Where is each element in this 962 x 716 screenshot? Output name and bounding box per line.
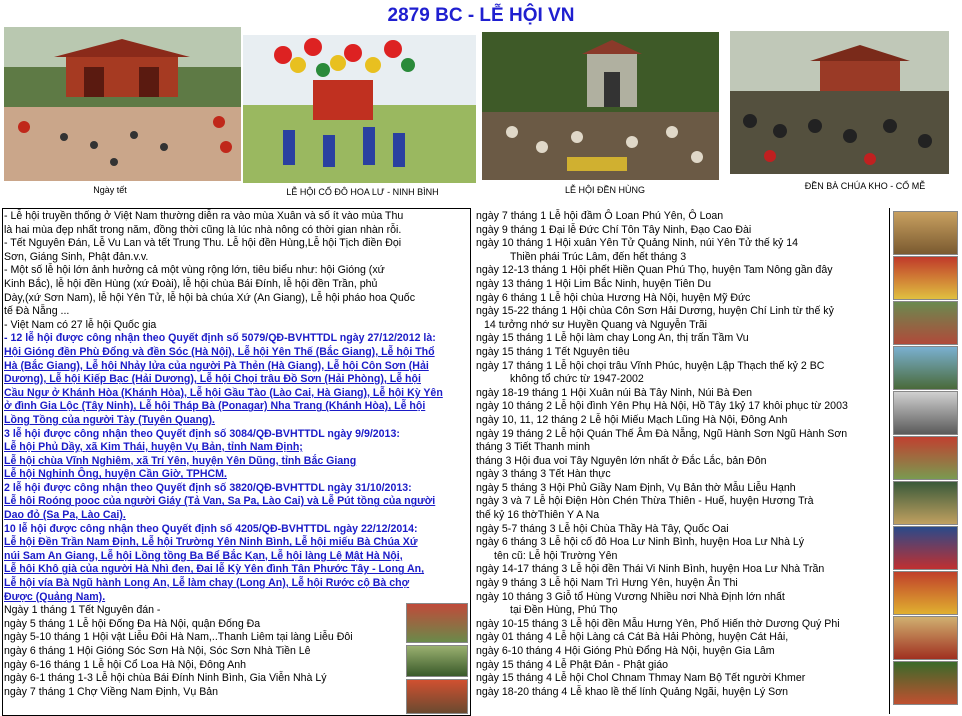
left-text-line: ngày 6-1 tháng 1-3 Lễ hội chùa Bái Đính Ninh Bình, Gia Viễn Nhà Lý (4, 672, 327, 685)
festival-entry: ngày 3 và 7 Lễ hội Điện Hòn Chén Thừa Thiên - Huế, huyện Hương Trà (476, 495, 814, 508)
photo-caption: Ngày tết (93, 185, 127, 195)
festival-entry: ngày 5-7 tháng 3 Lễ hội Chùa Thầy Hà Tây, Quốc Oai (476, 522, 729, 535)
festival-entry: ngày 12-13 tháng 1 Hội phết Hiền Quan Phú Thọ, huyện Tam Nông gần đây (476, 264, 833, 277)
festival-entry: ngày 15-22 tháng 1 Hội chùa Côn Sơn Hải Dương, huyện Chí Linh từ thế kỷ (476, 305, 834, 318)
festival-entry: ngày 5 tháng 3 Hội Phủ Giầy Nam Định, Vụ Bản thờ Mẫu Liễu Hạnh (476, 481, 796, 494)
festival-procession-image (243, 35, 476, 183)
left-text-line: 2 lễ hội được công nhận theo Quyết định số 3820/QĐ-BVHTTDL ngày 31/10/2013: (4, 481, 412, 494)
photo-caption: ĐỀN BÀ CHÚA KHO - CỔ MỄ (804, 181, 926, 191)
left-text-line: Hà (Bắc Giang), Lễ hội Nhảy lửa của người Pà Thẻn (Hà Giang), Lễ hội Côn Sơn (Hải (4, 359, 429, 372)
left-text-line: Lễ hội Phủ Dầy, xã Kim Thái, huyện Vụ Bản, tỉnh Nam Định; (4, 441, 303, 454)
festival-entry: ngày 6 tháng 1 Lễ hội chùa Hương Hà Nội, huyện Mỹ Đức (476, 291, 751, 304)
festival-entry: ngày 15 tháng 4 Lễ Phật Đản - Phật giáo (476, 658, 669, 671)
thumb-dong-da (406, 603, 468, 643)
festival-entry: ngày 9 tháng 1 Đại lễ Đức Chí Tôn Tây Ninh, Đạo Cao Đài (476, 223, 752, 236)
festival-entry: ngày 3 tháng 3 Tết Hàn thực (476, 468, 611, 481)
left-text-line: Lễ hội Roóng pooc của người Giáy (Tả Van, Sa Pa, Lào Cai) và Lễ Pút tồng của người (4, 495, 436, 508)
thumb-vat-lieu-doi (406, 645, 468, 677)
festival-list-left (4, 210, 464, 699)
festival-entry: ngày 7 tháng 1 Lễ hội đầm Ô Loan Phú Yên, Ô Loan (476, 210, 724, 222)
left-text-line: ngày 5 tháng 1 Lễ hội Đống Đa Hà Nội, quận Đống Đa (4, 617, 261, 630)
festival-entry: ngày 18-20 tháng 4 Lễ khao lề thế lính Quảng Ngãi, huyện Lý Sơn (476, 685, 789, 698)
festival-entry: không tổ chức từ 1947-2002 (510, 373, 644, 386)
festival-list-right (476, 210, 888, 699)
festival-entry: tại Đền Hùng, Phú Thọ (510, 604, 618, 617)
festival-thumbnail (893, 481, 958, 525)
left-text-line: Lễ hội Khô già của người Hà Nhì đen, Đại lễ Kỳ Yên đình Tân Phước Tây - Long An, (4, 563, 425, 576)
left-text-line: Dao đỏ (Sa Pa, Lào Cai). (4, 509, 126, 522)
left-text-line: Lễ hội Đền Trần Nam Định, Lễ hội Trường Yên Ninh Bình, Lễ hội miếu Bà Chúa Xứ (4, 536, 418, 549)
festival-entry: ngày 6 tháng 3 Lễ hội cố đô Hoa Lư Ninh Bình, huyện Hoa Lư Nhà Lý (476, 536, 805, 549)
left-text-line: ngày 6 tháng 1 Hội Gióng Sóc Sơn Hà Nội, Sóc Sơn Nhà Tiền Lê (4, 645, 311, 657)
festival-entry: ngày 01 tháng 4 Lễ hội Làng cá Cát Bà Hải Phòng, huyện Cát Hải, (476, 631, 789, 644)
festival-entry: tháng 3 Hội đua voi Tây Nguyên lớn nhất ở Đắc Lắc, bản Đôn (476, 454, 767, 467)
festival-entry: ngày 10 tháng 3 Giỗ tổ Hùng Vương Nhiều nơi Nhà Định lớn nhất (476, 590, 785, 603)
left-text-line: ở đình Gia Lộc (Tây Ninh), Lễ hội Tháp Bà (Ponagar) Nha Trang (Khánh Hòa), Lễ hội (4, 400, 426, 413)
left-text-line: - 12 lễ hội được công nhận theo Quyết định số 5079/QĐ-BVHTTDL ngày 27/12/2012 là: (4, 332, 436, 345)
festival-entry: thế kỷ 16 thờThiên Y A Na (476, 509, 600, 522)
temple-crowd-image (730, 31, 949, 174)
photo-ngay-tet (4, 27, 241, 181)
left-text-line: tế Đà Nẵng ... (4, 305, 70, 318)
left-text-line: là hai mùa đẹp nhất trong năm, đồng thời cũng là lúc nhà nông có thời gian nhàn rỗi. (4, 223, 402, 236)
festival-entry: ngày 10, 11, 12 tháng 2 Lễ hội Miếu Mạch Lũng Hà Nội, Đông Anh (476, 413, 788, 426)
left-text-line: Ngày 1 tháng 1 Tết Nguyên đán - (4, 604, 161, 617)
festival-thumbnail (893, 661, 958, 705)
festival-entry: ngày 15 tháng 4 Lễ hội Chol Chnam Thmay Nam Bộ Tết người Khmer (476, 672, 806, 685)
festival-thumbnail (893, 436, 958, 480)
crowd-gate-image (482, 32, 719, 180)
festival-entry: ngày 10 tháng 1 Hội xuân Yên Tử Quảng Ninh, núi Yên Tử thế kỷ 14 (476, 237, 799, 250)
page-title: 2879 BC - LỄ HỘI VN (387, 5, 575, 26)
left-text-line: Kinh Bắc), lễ hội đền Hùng (xứ Đoài), lễ hội chùa Bái Đính, lễ hội đền Trần, phủ (4, 277, 378, 290)
festival-thumbnail (893, 391, 958, 435)
left-text-line: Được (Quảng Nam). (4, 590, 106, 603)
left-text-line: Hội Gióng đền Phù Đổng và đền Sóc (Hà Nội), Lễ hội Yên Thế (Bắc Giang), Lễ hội Thổ (4, 345, 435, 358)
festival-entry: ngày 6-10 tháng 4 Hội Gióng Phù Đổng Hà Nội, huyện Gia Lâm (476, 645, 775, 657)
festival-thumbnail (893, 256, 958, 300)
festival-entry: ngày 15 tháng 1 Tết Nguyên tiêu (476, 345, 630, 358)
photo-hoa-lu (243, 35, 476, 183)
temple-scene-image (4, 27, 241, 181)
festival-thumbnail (893, 526, 958, 570)
left-text-line: 10 lễ hội được công nhận theo Quyết định số 4205/QĐ-BVHTTDL ngày 22/12/2014: (4, 522, 418, 535)
festival-entry: ngày 17 tháng 1 Lễ hội chọi trâu Vĩnh Phúc, huyện Lập Thạch thế kỷ 2 BC (476, 359, 825, 372)
photo-den-hung (482, 32, 719, 180)
festival-entry: tháng 3 Tiết Thanh minh (476, 441, 591, 454)
left-text-line: Lồng Tồng của người Tày (Tuyên Quang). (4, 413, 215, 426)
festival-thumbnail (893, 346, 958, 390)
left-text-line: ngày 7 tháng 1 Chợ Viềng Nam Định, Vụ Bản (4, 685, 219, 698)
left-text-line: - Việt Nam có 27 lễ hội Quốc gia (4, 318, 157, 331)
left-text-line: Dương), Lễ hội Kiếp Bạc (Hải Dương), Lễ hội Chọi trâu Đồ Sơn (Hải Phòng), Lễ hội (4, 373, 421, 386)
festival-entry: ngày 9 tháng 3 Lễ hội Nam Trì Hưng Yên, huyện Ân Thi (476, 577, 738, 590)
photo-caption: LỄ HỘI ĐỀN HÙNG (564, 185, 645, 195)
festival-thumbnail (893, 211, 958, 255)
left-text-line: - Tết Nguyên Đán, Lễ Vu Lan và tết Trung Thu. Lễ hội đền Hùng,Lễ hội Tịch điền Đọi (4, 237, 402, 250)
festival-thumbnail (893, 616, 958, 660)
festival-entry: ngày 15 tháng 1 Lễ hội làm chay Long An, thị trấn Tầm Vu (476, 332, 749, 345)
left-text-line: Lễ hội vía Bà Ngũ hành Long An, Lễ làm chay (Long An), Lễ hội Rước cộ Bà chợ (4, 577, 410, 590)
left-text-line: núi Sam An Giang, Lễ hội Lồng tồng Ba Bể Bắc Kạn, Lễ hội làng Lệ Mật Hà Nội, (4, 549, 403, 562)
festival-entry: Thiền phái Trúc Lâm, đến hết tháng 3 (510, 250, 687, 263)
left-text-line: Lễ hội chùa Vĩnh Nghiêm, xã Trí Yên, huyện Yên Dũng, tỉnh Bắc Giang (4, 454, 357, 467)
festival-entry: 14 tưởng nhớ sư Huyền Quang và Nguyễn Trãi (484, 318, 708, 331)
left-text-line: Dày,(xứ Sơn Nam), lễ hội Yên Tử, lễ hội bà chúa Xứ (An Giang), Lễ hội pháo hoa Quốc (4, 291, 415, 304)
left-text-line: ngày 6-16 tháng 1 Lễ hội Cổ Loa Hà Nội, Đông Anh (4, 658, 247, 671)
festival-thumbnail (893, 571, 958, 615)
photo-caption: LỄ HỘI CỐ ĐÔ HOA LƯ - NINH BÌNH (286, 187, 439, 197)
festival-entry: tên cũ: Lễ hội Trường Yên (494, 549, 618, 562)
left-text-line: - Lễ hội truyền thống ở Việt Nam thường diễn ra vào mùa Xuân và số ít vào mùa Thu (4, 210, 404, 222)
festival-entry: ngày 14-17 tháng 3 Lễ hội đền Thái Vi Ninh Bình, huyện Hoa Lư Nhà Trần (476, 563, 825, 576)
festival-entry: ngày 18-19 tháng 1 Hội Xuân núi Bà Tây Ninh, Núi Bà Đen (476, 386, 753, 399)
thumb-co-loa (406, 679, 468, 714)
left-text-line: Sơn, Giáng Sinh, Phật đản.v.v. (4, 250, 149, 263)
festival-entry: ngày 10 tháng 2 Lễ hội đình Yên Phụ Hà Nội, Hồ Tây 1kỷ 17 khôi phục từ 2003 (476, 400, 848, 413)
left-text-line: ngày 5-10 tháng 1 Hội vật Liễu Đôi Hà Nam,..Thanh Liêm tại làng Liễu Đôi (4, 631, 353, 644)
photo-ba-chua-kho (730, 31, 949, 174)
left-text-line: Lễ hội Nghinh Ông, huyện Cần Giờ, TPHCM. (4, 468, 227, 481)
right-divider (889, 208, 890, 714)
left-text-line: Cầu Ngư ở Khánh Hòa (Khánh Hòa), Lễ hội Gầu Tào (Lào Cai, Hà Giang), Lễ hội Kỳ Yên (4, 386, 443, 399)
festival-entry: ngày 19 tháng 2 Lễ hội Quán Thế Âm Đà Nẵng, Ngũ Hành Sơn Ngũ Hành Sơn (476, 427, 848, 440)
festival-entry: ngày 13 tháng 1 Hội Lim Bắc Ninh, huyện Tiên Du (476, 277, 711, 290)
festival-thumbnail (893, 301, 958, 345)
festival-entry: ngày 10-15 tháng 3 Lễ hội đền Mẫu Hưng Yên, Phố Hiến thờ Dương Quý Phi (476, 617, 840, 630)
left-text-line: 3 lễ hội được công nhận theo Quyết định số 3084/QĐ-BVHTTDL ngày 9/9/2013: (4, 427, 400, 440)
left-text-line: - Một số lễ hội lớn ảnh hưởng cả một vùng rộng lớn, tiêu biểu như: hội Gióng (xứ (4, 264, 385, 277)
